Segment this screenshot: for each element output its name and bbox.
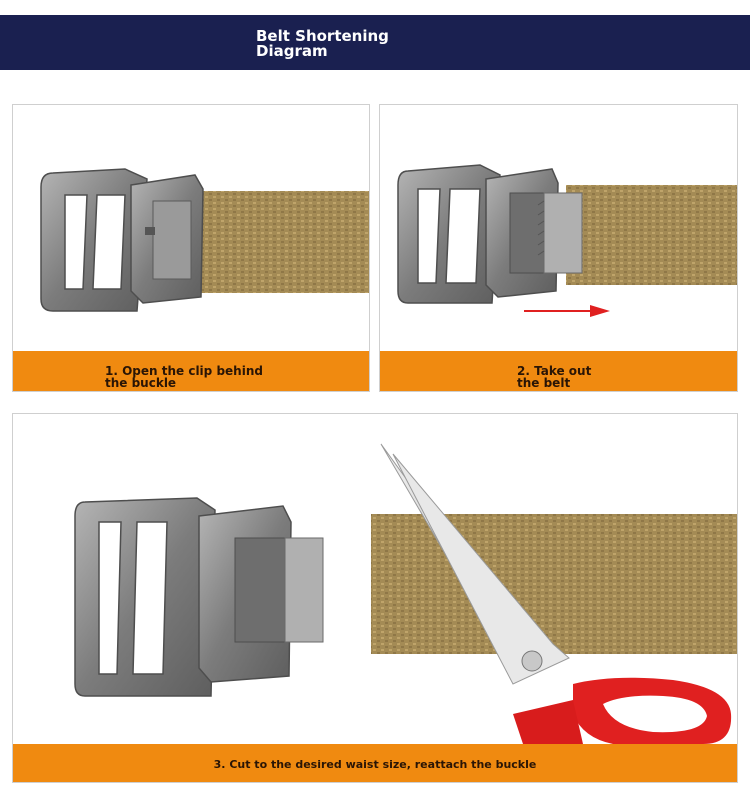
caption-bar [13, 744, 737, 783]
belt-webbing [371, 514, 738, 654]
page-title: Belt Shortening Diagram [256, 27, 389, 60]
buckle-frame [398, 165, 500, 303]
header-banner [0, 15, 750, 70]
step-3-panel [12, 413, 738, 783]
belt-webbing [195, 191, 370, 293]
direction-arrow [524, 305, 610, 317]
belt-clip-tab [544, 193, 582, 273]
scissor-pivot-screw [522, 651, 542, 671]
scissor-handle [573, 678, 731, 744]
caption-bar [13, 351, 369, 392]
belt-webbing [566, 185, 738, 285]
belt-buckle-illustration [380, 105, 738, 351]
scissors-illustration [13, 414, 738, 744]
belt-clip-tab [285, 538, 323, 642]
step-2-panel [379, 104, 738, 392]
step-caption: 2. Take out the belt [517, 364, 592, 390]
step-caption: 1. Open the clip behind the buckle [105, 364, 263, 390]
step-1-panel [12, 104, 370, 392]
step-caption: 3. Cut to the desired waist size, reattach the buckle [213, 758, 537, 771]
belt-buckle-illustration [13, 105, 370, 351]
buckle-frame [75, 498, 215, 696]
scissor-handle [513, 700, 583, 744]
caption-bar [380, 351, 737, 392]
